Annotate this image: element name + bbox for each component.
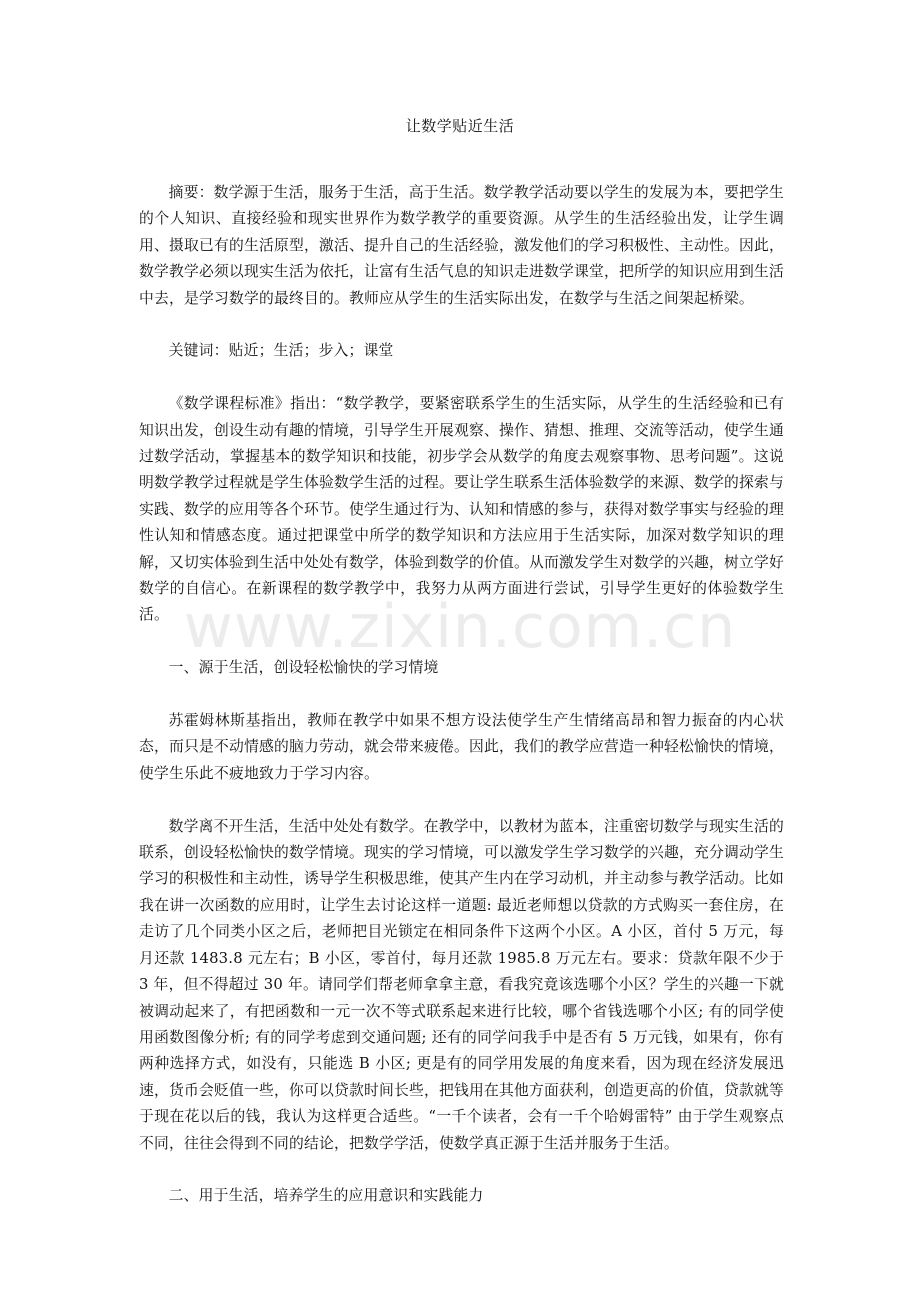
keywords-paragraph: 关键词：贴近；生活；步入；课堂 (168, 342, 394, 360)
body-paragraph: 苏霍姆林斯基指出，教师在教学中如果不想方设法使学生产生情绪高昂和智力振奋的内心状态，而只是不动情感的脑力劳动，就会带来疲倦。因此，我们的教学应营造一种轻松愉快的情境，使学生乐此不疲地致力于学习内容。 (139, 712, 784, 782)
body-paragraph: 《数学课程标准》指出：“数学教学，要紧密联系学生的生活实际，从学生的生活经验和已有知识出发，创设生动有趣的情境，引导学生开展观察、操作、猜想、推理、交流等活动，使学生通过数学活动，掌握基本的数学知识和技能，初步学会从数学的角度去观察事物、思考问题”。这说明数学教学过程就是学生体验数学生活的过程。要让学生联系生活体验数学的来源、数学的探索与实践、数学的应用等各个环节。使学生通过行为、认知和情感的参与，获得对数学事实与经验的理性认知和情感态度。通过把课堂中所学的数学知识和方法应用于生活实际，加深对数学知识的理解，又切实体验到生活中处处有数学，体验到数学的价值。从而激发学生对数学的兴趣，树立学好数学的自信心。在新课程的数学教学中，我努力从两方面进行尝试，引导学生更好的体验数学生活。 (139, 395, 784, 624)
document-title: 让数学贴近生活 (405, 117, 515, 135)
document-body (139, 180, 784, 1210)
watermark-text: www.zixin.com.cn (183, 592, 737, 662)
body-paragraph: 数学离不开生活，生活中处处有数学。在教学中，以教材为蓝本，注重密切数学与现实生活的联系，创设轻松愉快的数学情境。现实的学习情境，可以激发学生学习数学的兴趣，充分调动学生学习的积极性和主动性，诱导学生积极思维，使其产生内在学习动机，并主动参与教学活动。比如我在讲一次函数的应用时，让学生去讨论这样一道题: 最近老师想以贷款的方式购买一套住房，在走访了几个同类小区之后，老师把目光锁定在相同条件下这两个小区。A 小区，首付 5 万元，每月还款 1483.8 元左右；B 小区，零首付，每月还款 1985.8 万元左右。要求：贷款年限不少于 3 年，但不得超过 30 年。请同学们帮老师拿拿主意，看我究竟该选哪个小区？学生的兴趣一下就被调动起来了，有把函数和一元一次不等式联系起来进行比较，哪个省钱选哪个小区; 有的同学使用函数图像分析; 有的同学考虑到交通问题; 还有的同学问我手中是否有 5 万元钱，如果有，你有两种选择方式，如没有，只能选 B 小区; 更是有的同学用发展的角度来看，因为现在经济发展迅速，货币会贬值一些，你可以贷款时间长些，把钱用在其他方面获利，创造更高的价值，贷款就等于现在花以后的钱，我认为这样更合适些。“一千个读者，会有一千个哈姆雷特” 由于学生观察点不同，往往会得到不同的结论，把数学学活，使数学真正源于生活并服务于生活。 (139, 817, 784, 1152)
section-heading-1: 一、源于生活，创设轻松愉快的学习情境 (168, 659, 439, 677)
section-heading-2: 二、用于生活，培养学生的应用意识和实践能力 (168, 1187, 484, 1205)
abstract-paragraph: 摘要：数学源于生活，服务于生活，高于生活。数学教学活动要以学生的发展为本，要把学生的个人知识、直接经验和现实世界作为数学教学的重要资源。从学生的生活经验出发，让学生调用、摄取已有的生活原型，激活、提升自己的生活经验，激发他们的学习积极性、主动性。因此，数学教学必须以现实生活为依托，让富有生活气息的知识走进数学课堂，把所学的知识应用到生活中去，是学习数学的最终目的。教师应从学生的生活实际出发，在数学与生活之间架起桥梁。 (139, 184, 784, 307)
